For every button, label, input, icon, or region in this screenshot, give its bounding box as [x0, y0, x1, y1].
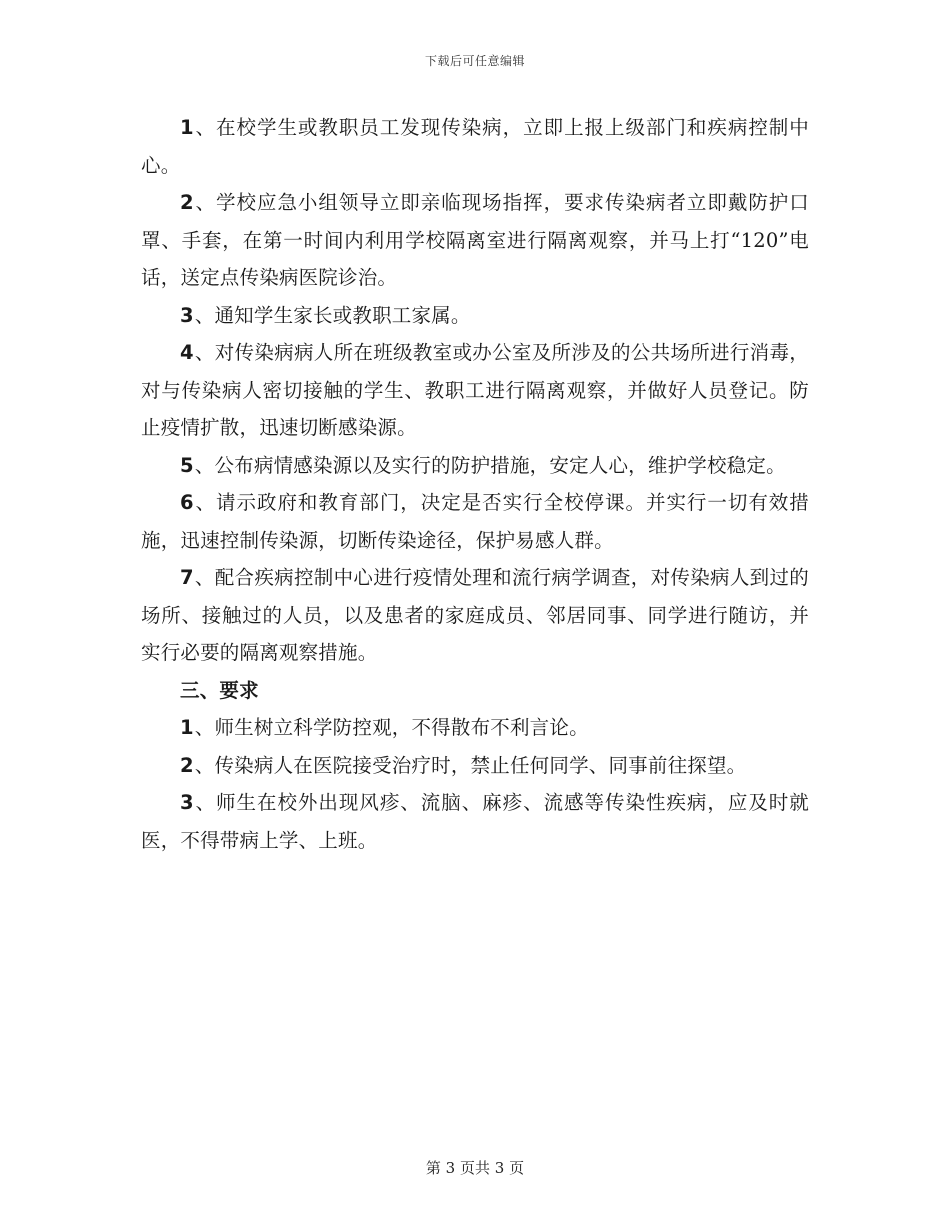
item-number: 5 [180, 453, 194, 477]
item-number: 3 [180, 791, 194, 814]
list-item [141, 447, 809, 485]
list-item [141, 184, 809, 297]
list-item [141, 334, 809, 447]
list-item [141, 484, 809, 559]
item-text: 、学校应急小组领导立即亲临现场指挥，要求传染病者立即戴防护口罩、手套，在第一时间内利用学校隔离室进行隔离观察，并马上打“120”电话，送定点传染病医院诊治。 [141, 191, 809, 289]
item-number: 6 [180, 491, 194, 514]
item-text: 、通知学生家长或教职工家属。 [194, 303, 471, 327]
item-number: 7 [180, 566, 194, 589]
item-text: 、请示政府和教育部门，决定是否实行全校停课。并实行一切有效措施，迅速控制传染源，切断传染途径，保护易感人群。 [141, 491, 809, 552]
item-text: 、师生在校外出现风疹、流脑、麻疹、流感等传染性疾病，应及时就医，不得带病上学、上班。 [141, 791, 809, 852]
item-number: 2 [180, 753, 194, 777]
item-number: 4 [180, 341, 194, 364]
list-item [141, 297, 809, 335]
header-note: 下载后可任意编辑 [424, 54, 525, 68]
list-item [141, 784, 809, 859]
item-number: 3 [180, 303, 194, 327]
list-item [141, 559, 809, 672]
item-text: 、公布病情感染源以及实行的防护措施，安定人心，维护学校稳定。 [194, 453, 786, 477]
item-text: 、传染病人在医院接受治疗时，禁止任何同学、同事前往探望。 [194, 753, 747, 777]
list-item [141, 747, 809, 785]
section-heading: 三、要求 [180, 678, 259, 702]
list-item [141, 709, 809, 747]
page-number: 第 3 页共 3 页 [425, 1159, 525, 1177]
item-text: 、师生树立科学防控观，不得散布不利言论。 [194, 716, 589, 739]
list-item [141, 109, 809, 184]
item-text: 、对传染病病人所在班级教室或办公室及所涉及的公共场所进行消毒，对与传染病人密切接触的学生、教职工进行隔离观察，并做好人员登记。防止疫情扩散，迅速切断感染源。 [141, 341, 809, 439]
item-number: 2 [180, 191, 194, 214]
document-body [141, 109, 809, 859]
item-text: 、配合疾病控制中心进行疫情处理和流行病学调查，对传染病人到过的场所、接触过的人员，以及患者的家庭成员、邻居同事、同学进行随访，并实行必要的隔离观察措施。 [141, 566, 809, 664]
item-number: 1 [180, 716, 194, 739]
item-text: 、在校学生或教职员工发现传染病，立即上报上级部门和疾病控制中心。 [141, 116, 809, 177]
item-number: 1 [180, 116, 194, 139]
